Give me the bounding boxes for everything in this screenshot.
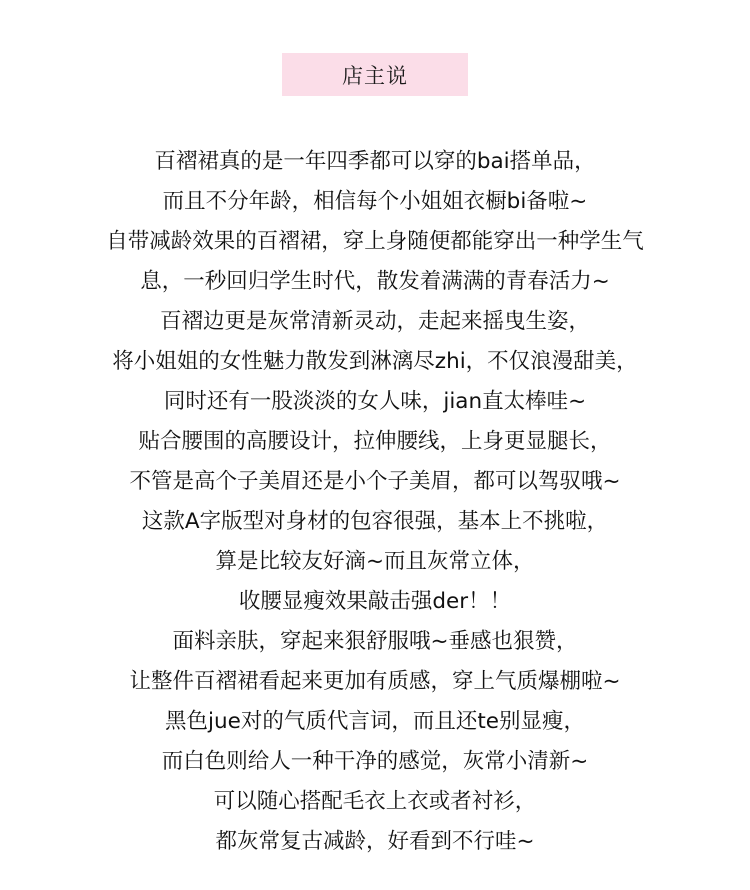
description-line: 息，一秒回归学生时代，散发着满满的青春活力~ — [140, 269, 610, 294]
product-description — [0, 142, 750, 862]
description-line: 同时还有一股淡淡的女人味，jian直太棒哇~ — [163, 389, 587, 414]
header-title: 店主说 — [342, 63, 408, 88]
description-line: 让整件百褶裙看起来更加有质感，穿上气质爆棚啦~ — [129, 669, 621, 694]
shopkeeper-says-header — [282, 53, 468, 96]
description-line: 这款A字版型对身材的包容很强，基本上不挑啦， — [141, 509, 609, 534]
description-line: 贴合腰围的高腰设计，拉伸腰线，上身更显腿长， — [138, 429, 612, 454]
description-line: 算是比较友好滴~而且灰常立体， — [215, 549, 535, 574]
description-line: 面料亲肤，穿起来狠舒服哦~垂感也狠赞， — [172, 629, 578, 654]
description-line: 而白色则给人一种干净的感觉，灰常小清新~ — [161, 749, 589, 774]
description-line: 都灰常复古减龄，好看到不行哇~ — [215, 829, 535, 854]
description-line: 黑色jue对的气质代言词，而且还te别显瘦， — [165, 709, 585, 734]
description-line: 将小姐姐的女性魅力散发到淋漓尽zhi，不仅浪漫甜美， — [112, 349, 638, 374]
description-line: 百褶裙真的是一年四季都可以穿的bai搭单品， — [154, 149, 596, 174]
description-line: 百褶边更是灰常清新灵动，走起来摇曳生姿， — [159, 309, 590, 334]
description-line: 而且不分年龄，相信每个小姐姐衣橱bi备啦~ — [162, 189, 588, 214]
description-line: 不管是高个子美眉还是小个子美眉，都可以驾驭哦~ — [129, 469, 621, 494]
description-line: 收腰显瘦效果敲击强der！！ — [238, 589, 512, 614]
description-line: 自带减龄效果的百褶裙，穿上身随便都能穿出一种学生气 — [106, 229, 644, 254]
description-line: 可以随心搭配毛衣上衣或者衬衫， — [213, 789, 537, 814]
